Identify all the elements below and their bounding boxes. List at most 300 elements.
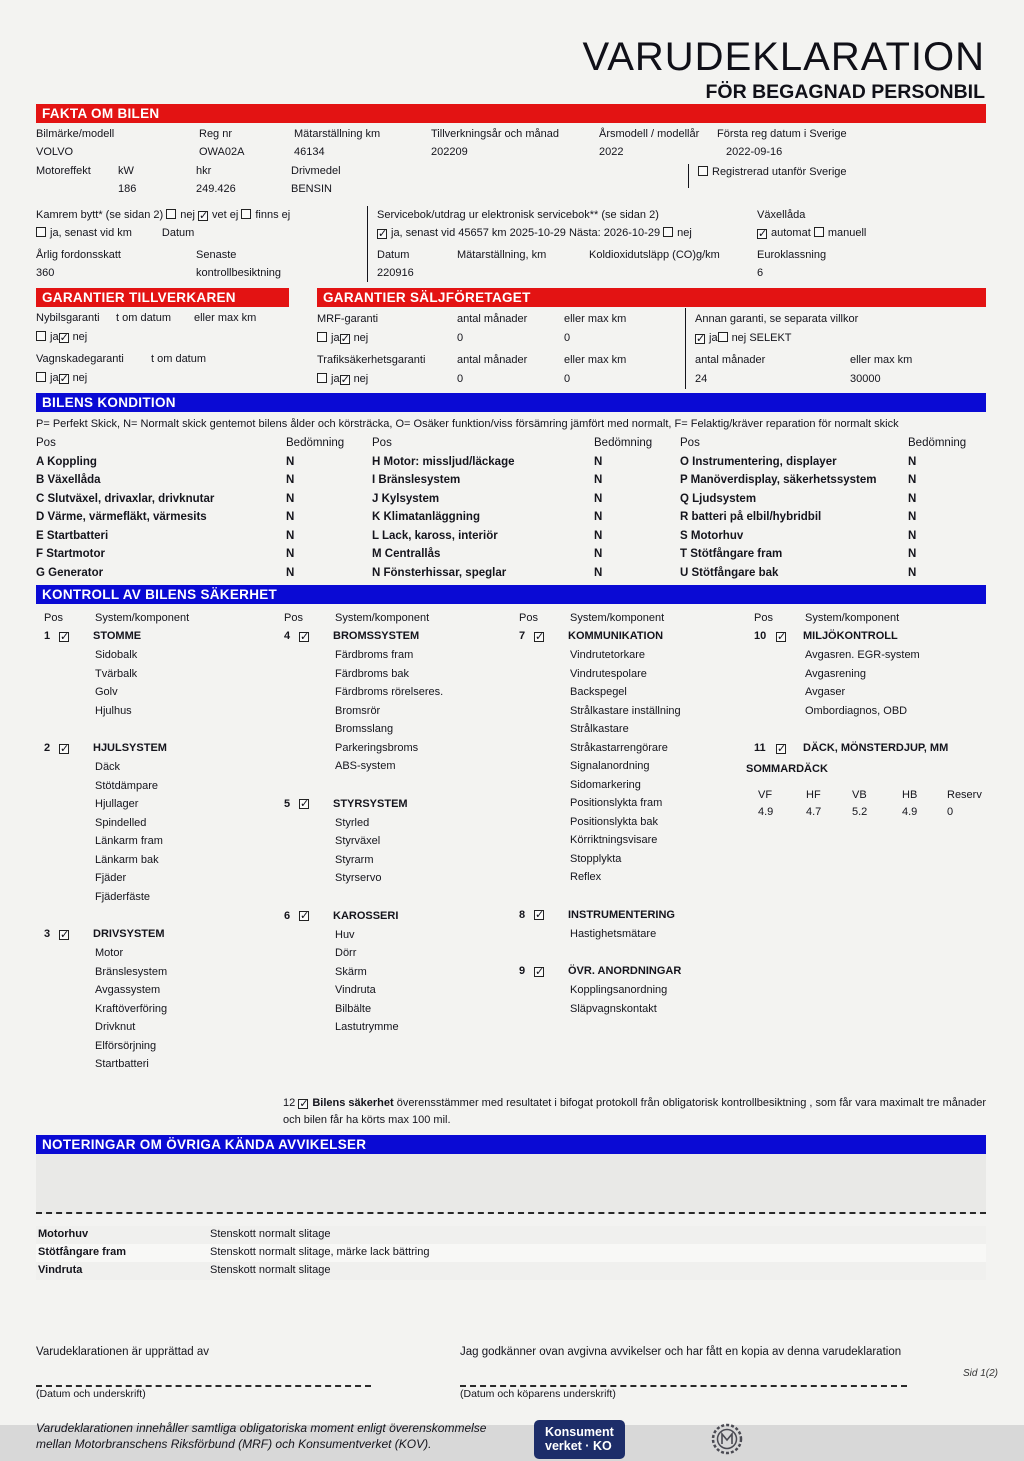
checklist-group-bromssystem [276, 627, 511, 776]
koldioxid-label: Koldioxidutsläpp (CO)g/km [589, 249, 720, 261]
condition-label: A Koppling [36, 455, 97, 468]
checklist-item: Vindrutespolare [570, 667, 647, 680]
condition-label: B Växellåda [36, 474, 101, 486]
servicebok-ja-label: ja, senast vid 45657 km 2025-10-29 Nästa: 2026-10-29 [391, 227, 661, 239]
tyre-value: 4.7 [806, 806, 822, 818]
kamrem-nej-checkbox[interactable] [166, 209, 176, 219]
forsta-reg-value: 2022-09-16 [726, 145, 783, 158]
group-checkbox[interactable]: ✓ [777, 742, 787, 755]
group-number: 2 [44, 742, 51, 754]
nybils-ja-checkbox[interactable] [36, 331, 46, 341]
manuell-checkbox[interactable] [814, 227, 824, 237]
condition-label: E Startbatteri [36, 529, 109, 542]
checklist-item: Bilbälte [335, 1002, 372, 1015]
regnr-value: OWA02A [199, 145, 245, 158]
bedomning-header: Bedömning [908, 437, 967, 449]
noteringar-writing-area [36, 1154, 986, 1214]
checklist-item: Bromsslang [335, 723, 394, 735]
nej-label: nej [72, 372, 88, 384]
checklist-item: Släpvagnskontakt [570, 1002, 657, 1015]
checklist-item: Länkarm fram [95, 835, 163, 847]
checklist-item: Fjäderfäste [95, 890, 151, 903]
nybils-nej-checkbox[interactable]: ✓ [59, 332, 69, 344]
condition-value: N [594, 455, 603, 468]
trafik-km-value: 0 [564, 373, 571, 385]
group-number: 7 [519, 630, 526, 642]
checklist-item: Kopplingsanordning [570, 984, 668, 996]
checklist-group-stomme [36, 627, 276, 720]
group-title: STYRSYSTEM [333, 797, 408, 810]
condition-value: N [594, 511, 603, 523]
section-heading-garanti-salj: GARANTIER SÄLJFÖRETAGET [317, 288, 986, 307]
kamrem-nej-label: nej [180, 209, 195, 221]
checklist-item: Golv [95, 686, 118, 698]
kontroll-col4 [746, 609, 986, 1093]
antal-manader-label: antal månader [695, 354, 766, 366]
pos-header: Pos [680, 437, 700, 449]
mrf-nej-checkbox[interactable]: ✓ [340, 333, 350, 345]
condition-value: N [908, 529, 917, 542]
checklist-item: Strålkastare [570, 723, 629, 735]
noteringar-rows [36, 1226, 986, 1280]
nej-label: nej [353, 332, 369, 344]
servicebok-nej-label: nej [677, 227, 692, 239]
bedomning-header: Bedömning [286, 437, 345, 449]
group-title: DÄCK, MÖNSTERDJUP, MM [803, 742, 949, 754]
signature-section [36, 1346, 986, 1402]
automat-label: automat [771, 227, 811, 239]
konsumentverket-logo-line2: verket · KO [545, 1438, 612, 1453]
condition-label: G Generator [36, 566, 104, 579]
checklist-item: Bränslesystem [95, 965, 168, 978]
checklist-item: Körriktningsvisare [570, 834, 658, 846]
checklist-item: Avgasrening [805, 667, 866, 680]
kontroll-col1 [36, 609, 276, 1093]
group-number: 1 [44, 630, 51, 642]
annan-nej-checkbox[interactable] [718, 332, 728, 342]
condition-label: Q Ljudsystem [680, 492, 757, 505]
garanti-section [36, 288, 986, 389]
condition-value: N [594, 474, 603, 486]
checklist-item: Avgaser [805, 686, 846, 698]
seller-signature-caption: (Datum och underskrift) [36, 1387, 146, 1400]
checklist-item: Stötdämpare [95, 779, 158, 792]
checklist-item: Avgasren. EGR-system [805, 649, 920, 661]
kamrem-ja-label: ja, senast vid km [50, 227, 132, 239]
checklist-item: Motor [95, 947, 124, 959]
system-header: System/komponent [95, 612, 190, 624]
fakta-row-engine [36, 163, 986, 198]
eller-max-km-label: eller max km [564, 313, 627, 325]
checklist-item: Ombordiagnos, OBD [805, 704, 908, 717]
kw-label: kW [118, 165, 134, 177]
checklist-item: Fjäder [95, 872, 127, 884]
bedomning-header: Bedömning [594, 437, 653, 449]
condition-label: C Slutväxel, drivaxlar, drivknutar [36, 492, 215, 505]
buyer-signature-block [460, 1346, 986, 1402]
group-title: HJULSYSTEM [93, 742, 167, 754]
group-title: ÖVR. ANORDNINGAR [568, 965, 682, 977]
servicebok-label: Servicebok/utdrag ur elektronisk servicebok** (se sidan 2) [377, 209, 659, 221]
trafik-manader-value: 0 [457, 373, 464, 385]
notering-text: Stenskott normalt slitage, märke lack bättring [210, 1246, 430, 1258]
fordonsskatt-value: 360 [36, 267, 55, 279]
group-number: 8 [519, 908, 526, 921]
checklist-item: Dörr [335, 947, 357, 959]
condition-label: D Värme, värmefläkt, värmesits [36, 511, 207, 523]
tillverkningsar-value: 202209 [431, 145, 468, 158]
group-title: DRIVSYSTEM [93, 928, 165, 940]
checklist-item: Signalanordning [570, 760, 650, 772]
group-number: 4 [284, 630, 291, 642]
checklist-item: Stopplykta [570, 852, 622, 865]
annan-garanti-value: SELEKT [749, 332, 792, 344]
checklist-item: Elförsörjning [95, 1039, 157, 1052]
checklist-item: ABS-system [335, 760, 396, 772]
condition-label: J Kylsystem [372, 492, 440, 505]
condition-label: U Stötfångare bak [680, 566, 779, 579]
checklist-item: Parkeringsbroms [335, 741, 419, 754]
annan-garanti-label: Annan garanti, se separata villkor [695, 313, 859, 325]
statement-number: 12 [283, 1096, 296, 1109]
matarstallning-label: Mätarställning km [294, 128, 381, 140]
kw-value: 186 [118, 182, 137, 195]
nej-label: nej [72, 331, 88, 343]
konsumentverket-logo [534, 1420, 625, 1459]
mrf-km-value: 0 [564, 332, 571, 344]
group-checkbox[interactable]: ✓ [777, 630, 787, 643]
document-header [0, 0, 1024, 104]
drivmedel-value: BENSIN [291, 182, 332, 195]
group-checkbox[interactable]: ✓ [535, 909, 545, 921]
checklist-item: Länkarm bak [95, 853, 159, 866]
mrf-ja-checkbox[interactable] [317, 332, 327, 342]
group-checkbox[interactable]: ✓ [535, 630, 545, 643]
group-title: STOMME [93, 630, 142, 642]
vagnskade-ja-checkbox[interactable] [36, 372, 46, 382]
pos-header: Pos [372, 437, 392, 449]
page-number: Sid 1(2) [962, 1368, 998, 1379]
annan-manader-value: 24 [695, 373, 708, 385]
legal-row [36, 1420, 986, 1461]
nej-label: nej [353, 373, 369, 385]
bilmarke-label: Bilmärke/modell [36, 128, 115, 140]
garanti-tillverkaren-box [36, 288, 289, 389]
pos-header: Pos [36, 437, 56, 449]
pos-header: Pos [284, 612, 303, 624]
servicebok-block [367, 206, 719, 282]
drivmedel-label: Drivmedel [291, 165, 341, 177]
kondition-legend: P= Perfekt Skick, N= Normalt skick gentemot bilens ålder och körsträcka, O= Osäker funktion/viss försämring jämfört med normalt, F= Felaktig/kräver reparation för normalt skick [36, 418, 899, 430]
condition-label: T Stötfångare fram [680, 548, 783, 560]
automat-checkbox[interactable]: ✓ [758, 228, 768, 240]
vaxellada-label: Växellåda [757, 209, 806, 221]
datum-label: Datum [377, 249, 410, 261]
checklist-item: Lastutrymme [335, 1021, 399, 1033]
regnr-label: Reg nr [199, 128, 233, 140]
checklist-item: Tvärbalk [95, 667, 138, 680]
section-heading-noteringar: NOTERINGAR OM ÖVRIGA KÄNDA AVVIKELSER [36, 1135, 986, 1154]
checklist-item: Styrservo [335, 872, 382, 884]
group-title: MILJÖKONTROLL [803, 630, 898, 642]
checklist-item: Skärm [335, 965, 367, 978]
hkr-value: 249.426 [196, 182, 236, 195]
notering-part: Motorhuv [38, 1228, 89, 1240]
condition-value: N [594, 529, 603, 542]
checklist-item: Däck [95, 761, 121, 773]
notering-part: Stötfångare fram [38, 1246, 127, 1258]
condition-value: N [908, 566, 917, 579]
kamrem-finnsej-label: finns ej [255, 209, 291, 221]
kamrem-vetej-label: vet ej [211, 209, 239, 221]
besiktning-statement [283, 1095, 989, 1129]
datum-value: 220916 [377, 267, 414, 279]
annan-garanti-block [685, 308, 986, 389]
checklist-item: Styrarm [335, 853, 374, 866]
kamrem-finnsej-checkbox[interactable] [241, 209, 251, 219]
tillverkningsar-label: Tillverkningsår och månad [431, 128, 559, 140]
condition-value: N [908, 474, 917, 486]
checklist-item: Positionslykta bak [570, 815, 659, 828]
group-checkbox[interactable]: ✓ [300, 798, 310, 810]
pos-header: Pos [519, 612, 538, 624]
checklist-item: Hjulhus [95, 704, 132, 717]
ja-label: ja [331, 373, 340, 385]
group-title: INSTRUMENTERING [568, 908, 675, 921]
group-number: 10 [754, 630, 767, 642]
vagnskadegaranti-label: Vagnskadegaranti [36, 353, 124, 365]
condition-value: N [286, 529, 295, 542]
checklist-item: Färdbroms bak [335, 667, 409, 680]
checklist-item: Sidomarkering [570, 778, 641, 791]
condition-label: P Manöverdisplay, säkerhetssystem [680, 474, 877, 486]
group-checkbox[interactable]: ✓ [60, 630, 70, 643]
dack-subtitle: SOMMARDÄCK [746, 763, 828, 775]
condition-label: M Centrallås [372, 548, 441, 560]
manuell-label: manuell [827, 227, 867, 239]
checklist-group-instrumentering [511, 906, 746, 944]
tyre-header: HF [806, 789, 821, 801]
bilmarke-value: VOLVO [36, 145, 74, 158]
page-title: VARUDEKLARATION [582, 35, 985, 79]
nybilsgaranti-label: Nybilsgaranti [36, 312, 100, 324]
checklist-item: Drivknut [95, 1021, 136, 1033]
eller-max-km-label: eller max km [850, 354, 913, 366]
condition-value: N [286, 455, 295, 468]
trafiksakerhetsgaranti-label: Trafiksäkerhetsgaranti [317, 354, 426, 366]
condition-label: I Bränslesystem [372, 474, 461, 486]
forsta-reg-label: Första reg datum i Sverige [717, 128, 847, 140]
fordonsskatt-label: Årlig fordonsskatt [36, 249, 121, 261]
ja-label: ja [50, 331, 59, 343]
mrf-trafik-block [317, 308, 685, 389]
group-title: KOMMUNIKATION [568, 630, 664, 642]
checklist-group-karosseri [276, 907, 511, 1037]
checklist-item: Färdbroms fram [335, 649, 414, 661]
checklist-item: Kraftöverföring [95, 1002, 168, 1015]
condition-value: N [594, 566, 603, 579]
checklist-group-styrsystem [276, 795, 511, 888]
kontroll-col2 [276, 609, 511, 1093]
kondition-table [36, 434, 986, 582]
vagnskade-nej-checkbox[interactable]: ✓ [59, 373, 69, 385]
ja-label: ja [331, 332, 340, 344]
checklist-item: Bromsrör [335, 704, 381, 717]
section-heading-fakta: FAKTA OM BILEN [36, 104, 986, 123]
notering-row [36, 1244, 986, 1262]
system-header: System/komponent [335, 612, 430, 624]
condition-label: F Startmotor [36, 548, 105, 560]
tyre-value: 5.2 [852, 806, 868, 818]
notering-text: Stenskott normalt slitage [210, 1264, 331, 1276]
condition-value: N [594, 492, 603, 505]
antal-manader-label: antal månader [457, 354, 528, 366]
eller-max-km-label: eller max km [564, 354, 627, 366]
checklist-item: Reflex [570, 871, 602, 883]
kamrem-ja-checkbox[interactable] [36, 227, 46, 237]
checklist-item: Sidobalk [95, 649, 138, 661]
kamrem-datum-label: Datum [161, 227, 195, 239]
system-header: System/komponent [805, 612, 900, 624]
pos-header: Pos [44, 612, 63, 624]
checklist-group-miljokontroll [746, 627, 986, 720]
checklist-group-ovr-anordningar [511, 962, 746, 1018]
tyre-depth-table [746, 779, 986, 821]
ja-label: ja [709, 332, 718, 344]
servicebok-ja-checkbox[interactable]: ✓ [378, 228, 388, 240]
group-checkbox[interactable]: ✓ [535, 965, 545, 978]
condition-value: N [908, 492, 917, 505]
notering-row [36, 1262, 986, 1280]
euroklassning-value: 6 [757, 267, 764, 279]
tyre-value: 4.9 [902, 806, 918, 818]
group-number: 5 [284, 797, 291, 810]
mrf-manader-value: 0 [457, 332, 464, 344]
nej-label: nej [731, 332, 747, 344]
checklist-item: Styrled [335, 816, 370, 829]
mrf-garanti-label: MRF-garanti [317, 313, 379, 325]
konsumentverket-logo-line1: Konsument [545, 1424, 614, 1439]
section-heading-garanti-tillverkaren: GARANTIER TILLVERKAREN [36, 288, 289, 307]
statement-checkbox[interactable]: ✓ [299, 1097, 309, 1110]
registrerad-utanfor-label: Registrerad utanför Sverige [712, 166, 847, 178]
registrerad-utanfor-checkbox[interactable] [698, 166, 708, 176]
antal-manader-label: antal månader [457, 313, 528, 325]
condition-label: O Instrumentering, displayer [680, 455, 837, 468]
checklist-item: Färdbroms rörelseres. [335, 686, 444, 698]
checklist-item: Avgassystem [95, 984, 161, 996]
checklist-item: Startbatteri [95, 1058, 149, 1070]
kontroll-columns [36, 604, 986, 1093]
statement-rest: överensstämmer med resultatet i bifogat protokoll från obligatorisk kontrollbesiktning , som får vara maximalt tre månader och bilen får ha körts max 100 mil. [283, 1096, 987, 1126]
condition-value: N [286, 548, 295, 560]
checklist-item: Huv [335, 928, 355, 941]
condition-label: L Lack, kaross, interiör [372, 529, 498, 542]
section-heading-kondition: BILENS KONDITION [36, 393, 986, 412]
checklist-item: Positionslykta fram [570, 797, 663, 809]
checklist-group-drivsystem [36, 925, 276, 1074]
condition-value: N [286, 474, 295, 486]
vagnskade-tom-datum-label: t om datum [151, 353, 207, 365]
registrerad-utanfor-field [688, 164, 847, 188]
group-number: 6 [284, 909, 291, 922]
trafik-ja-checkbox[interactable] [317, 373, 327, 383]
motoreffekt-label: Motoreffekt [36, 165, 91, 177]
checklist-item: Strålkastare inställning [570, 704, 681, 717]
tyre-value: 0 [947, 806, 954, 818]
group-title: KAROSSERI [333, 909, 399, 922]
trafik-nej-checkbox[interactable]: ✓ [340, 374, 350, 386]
arsmodell-label: Årsmodell / modellår [599, 128, 700, 140]
condition-label: H Motor: missljud/läckage [372, 455, 515, 468]
group-number: 11 [754, 742, 766, 754]
fakta-row-service [36, 206, 986, 282]
kamrem-vetej-checkbox[interactable]: ✓ [198, 210, 209, 222]
senaste-label: Senaste [196, 249, 237, 261]
checklist-item: Hastighetsmätare [570, 927, 657, 940]
group-checkbox[interactable]: ✓ [300, 630, 310, 643]
condition-label: S Motorhuv [680, 529, 744, 542]
checklist-item: Stråkastarrengörare [570, 741, 668, 754]
group-number: 9 [519, 965, 526, 977]
tyre-header: VB [852, 789, 867, 801]
group-title: BROMSSYSTEM [333, 630, 420, 642]
tom-datum-label: t om datum [116, 312, 172, 324]
checklist-group-kommunikation [511, 627, 746, 887]
page-subtitle: FÖR BEGAGNAD PERSONBIL [705, 81, 985, 103]
fakta-row-identity [36, 123, 986, 161]
system-header: System/komponent [570, 612, 665, 624]
garanti-saljforetaget-box [317, 288, 986, 389]
checklist-item: Vindruta [335, 984, 376, 996]
tyre-header: Reserv [947, 789, 982, 801]
tyre-value: 4.9 [758, 806, 774, 818]
group-checkbox[interactable]: ✓ [60, 928, 70, 941]
pos-header: Pos [754, 612, 773, 624]
ja-label: ja [50, 372, 59, 384]
condition-value: N [908, 455, 917, 468]
annan-ja-checkbox[interactable]: ✓ [696, 333, 706, 345]
matarstallning-km-label: Mätarställning, km [457, 249, 547, 261]
tyre-header: VF [758, 789, 773, 801]
buyer-signature-caption: (Datum och köparens underskrift) [460, 1387, 616, 1400]
servicebok-nej-checkbox[interactable] [663, 227, 673, 237]
checklist-group-dack [746, 739, 986, 821]
condition-value: N [594, 548, 603, 560]
kamrem-block [36, 206, 367, 282]
mrf-seal-icon [710, 1422, 744, 1461]
annan-km-value: 30000 [850, 373, 881, 385]
tyre-header: HB [902, 789, 918, 801]
checklist-item: Spindelled [95, 816, 147, 829]
checklist-item: Vindrutetorkare [570, 649, 646, 661]
legal-text: Varudeklarationen innehåller samtliga obligatoriska moment enligt överenskommelse mellan Motorbranschens Riksförbund (MRF) och Konsumentverket (KOV). [36, 1420, 487, 1451]
checklist-item: Hjullager [95, 798, 139, 810]
group-number: 3 [44, 928, 51, 940]
kontrollbesiktning-label: kontrollbesiktning [196, 267, 281, 279]
group-checkbox[interactable]: ✓ [300, 910, 310, 922]
condition-value: N [908, 511, 917, 523]
vaxellada-block [719, 206, 986, 282]
arsmodell-value: 2022 [599, 145, 624, 158]
condition-label: R batteri på elbil/hybridbil [680, 511, 822, 523]
section-heading-kontroll: KONTROLL AV BILENS SÄKERHET [36, 585, 986, 604]
group-checkbox[interactable]: ✓ [60, 742, 70, 755]
hkr-label: hkr [196, 165, 212, 177]
checklist-item: Styrväxel [335, 835, 381, 847]
kamrem-label: Kamrem bytt* (se sidan 2) [36, 209, 164, 221]
eller-max-km-label: eller max km [194, 312, 257, 324]
